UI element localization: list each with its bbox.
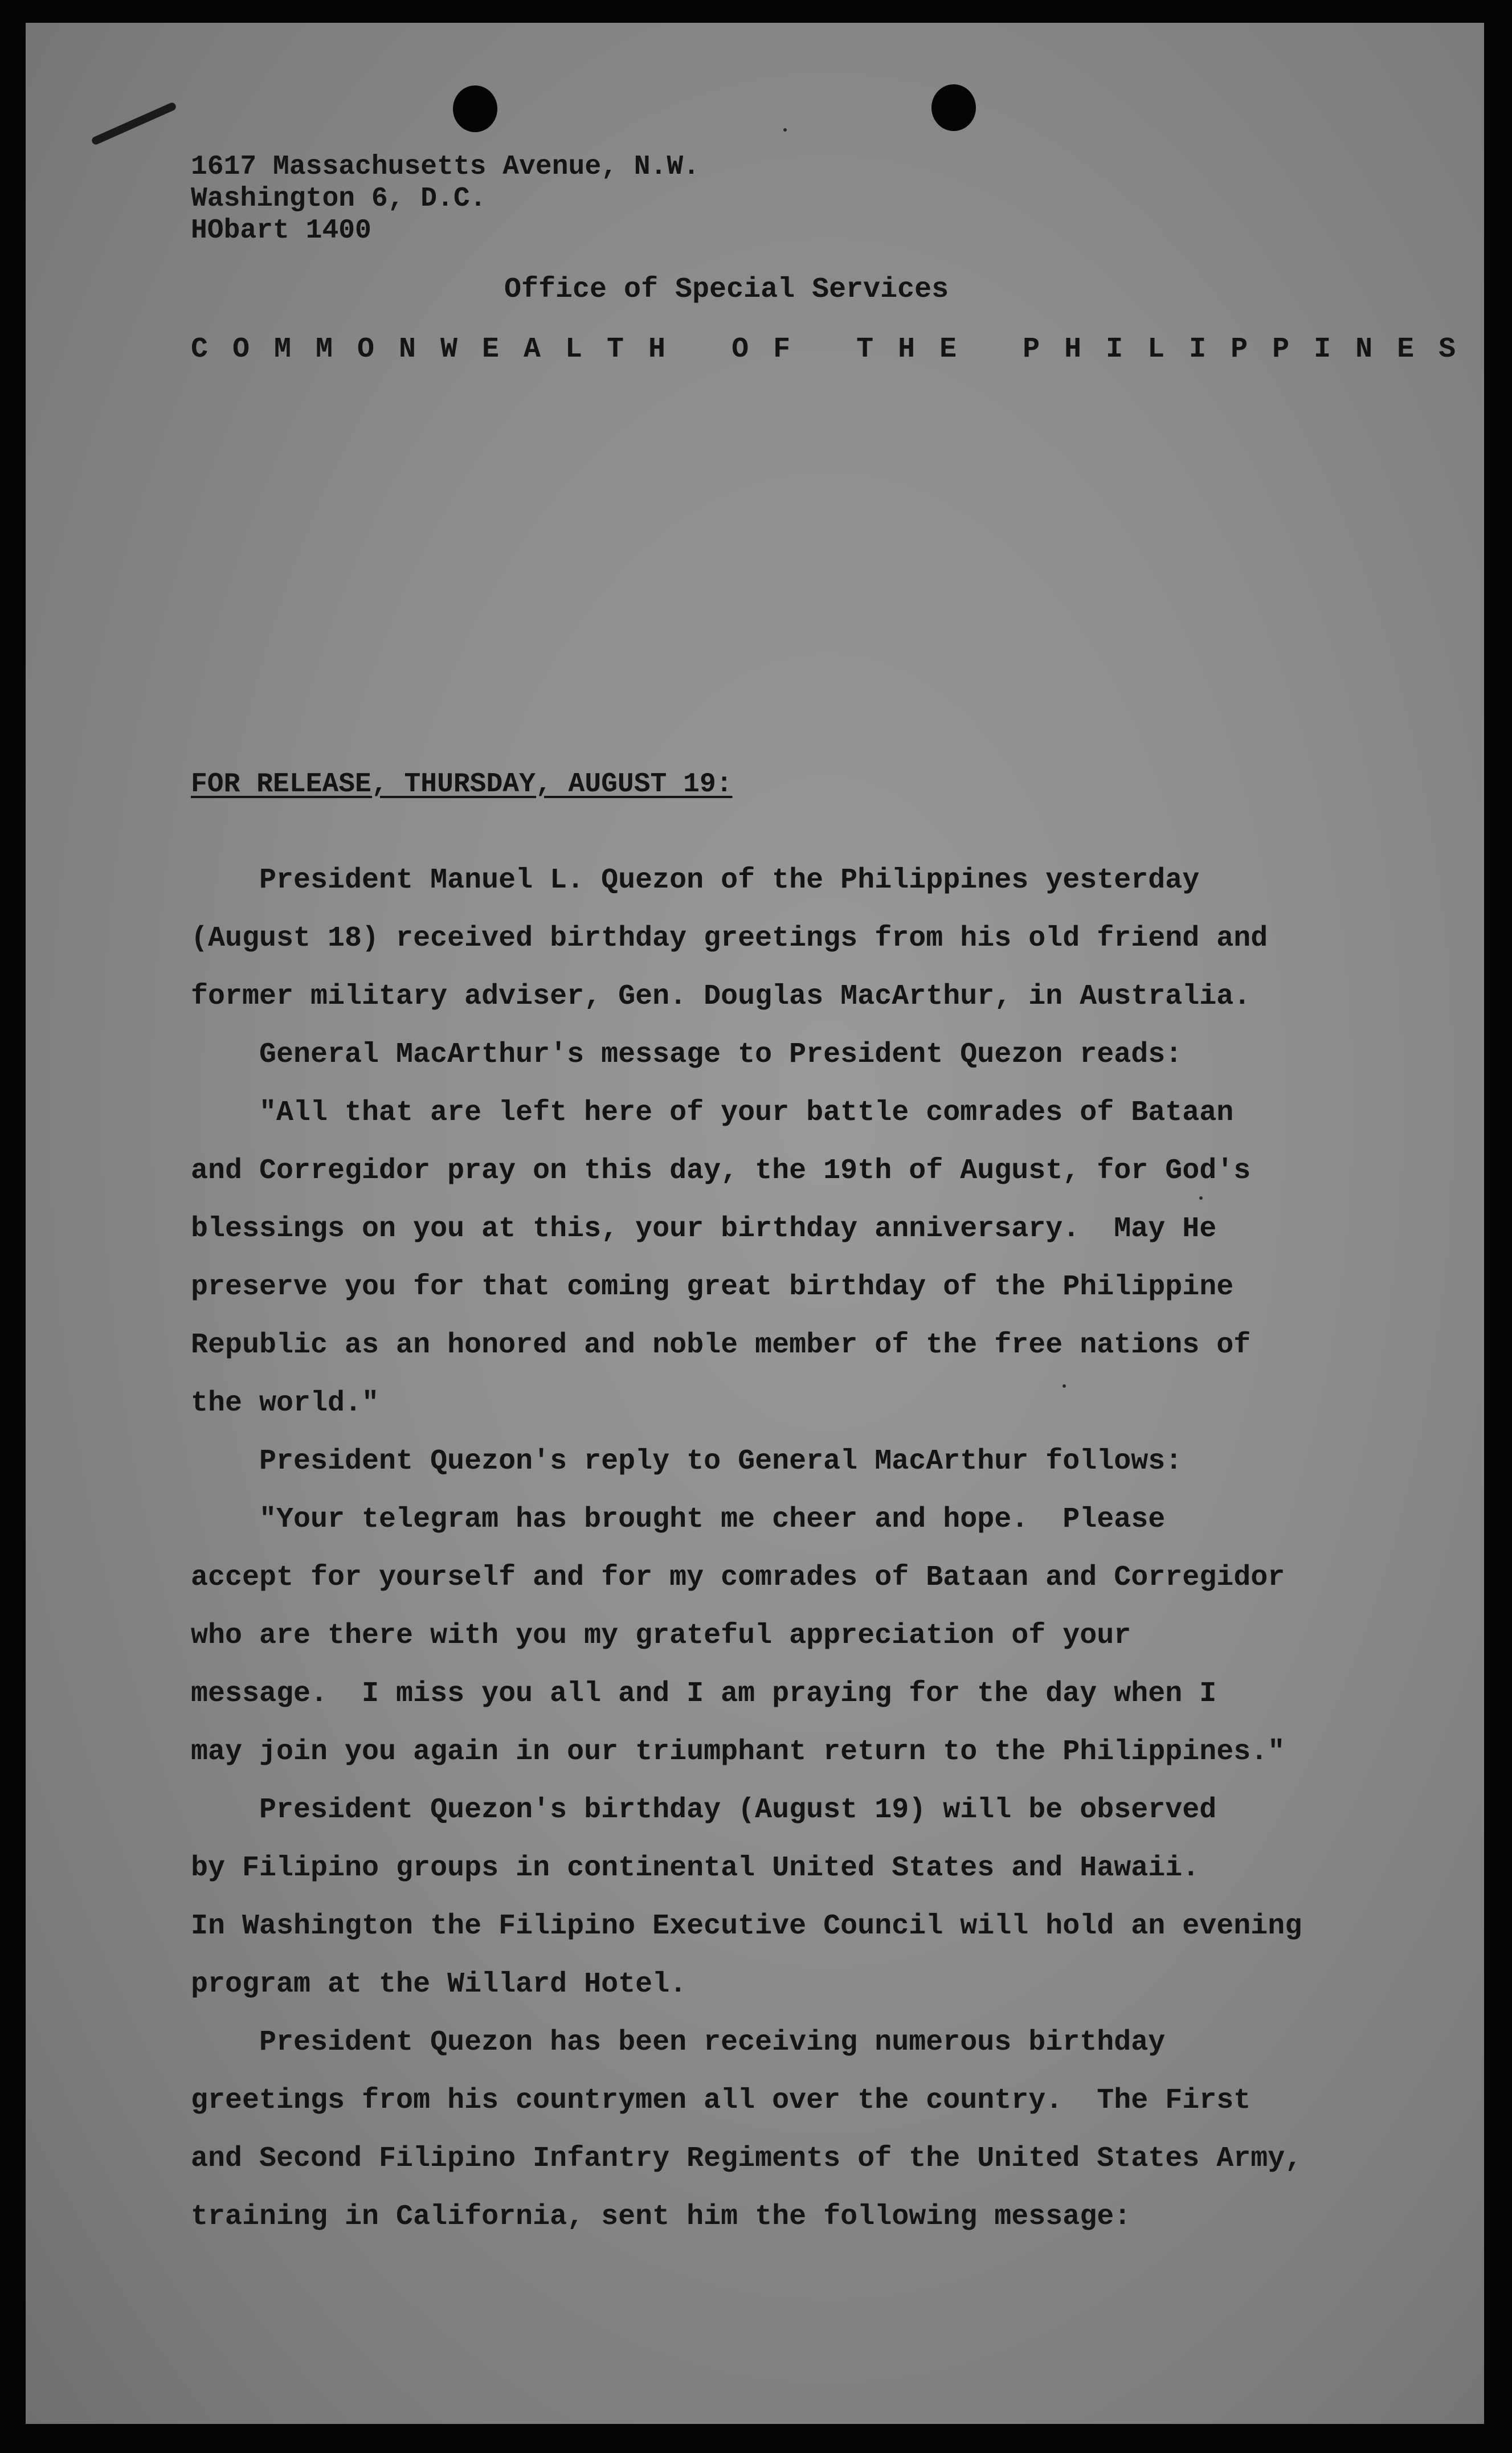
body-line: and Corregidor pray on this day, the 19th of August, for God's [191,1155,1251,1187]
body-line: training in California, sent him the following message: [191,2201,1131,2233]
body-line: President Quezon has been receiving numerous birthday [191,2026,1166,2059]
body-line: program at the Willard Hotel. [191,1968,687,2001]
document-page [26,23,1484,2424]
body-line: former military adviser, Gen. Douglas MacArthur, in Australia. [191,980,1251,1013]
body-line: President Quezon's birthday (August 19) will be observed [191,1794,1217,1826]
body-line: President Quezon's reply to General MacArthur follows: [191,1445,1183,1478]
punch-hole-left [453,85,497,132]
body-line: accept for yourself and for my comrades of Bataan and Corregidor [191,1561,1285,1594]
body-line: by Filipino groups in continental United States and Hawaii. [191,1852,1200,1884]
paper-speck [783,128,787,132]
body-line: General MacArthur's message to President Quezon reads: [191,1039,1183,1071]
body-line: In Washington the Filipino Executive Council will hold an evening [191,1910,1302,1943]
letterhead-address [191,151,700,247]
body-line: and Second Filipino Infantry Regiments of the United States Army, [191,2143,1302,2175]
address-line: HObart 1400 [191,215,371,246]
address-line: Washington 6, D.C. [191,183,487,214]
body-line: who are there with you my grateful appreciation of your [191,1620,1131,1652]
body-line: preserve you for that coming great birthday of the Philippine [191,1271,1234,1303]
press-release-body [191,852,1302,2246]
body-line: the world." [191,1387,379,1420]
address-line: 1617 Massachusetts Avenue, N.W. [191,152,700,182]
punch-hole-right [931,84,976,131]
release-heading: FOR RELEASE, THURSDAY, AUGUST 19: [191,769,733,800]
body-line: greetings from his countrymen all over the country. The First [191,2084,1251,2117]
pen-mark [91,101,177,146]
organization-title: COMMONWEALTH OF THE PHILIPPINES [191,333,1481,366]
body-line: President Manuel L. Quezon of the Philippines yesterday [191,864,1200,897]
body-line: (August 18) received birthday greetings from his old friend and [191,922,1268,955]
body-line: "Your telegram has brought me cheer and hope. Please [191,1503,1166,1536]
office-title: Office of Special Services [504,273,949,306]
body-line: "All that are left here of your battle comrades of Bataan [191,1097,1234,1129]
body-line: Republic as an honored and noble member of the free nations of [191,1329,1251,1362]
body-line: message. I miss you all and I am praying for the day when I [191,1678,1217,1710]
body-line: may join you again in our triumphant return to the Philippines." [191,1736,1285,1768]
body-line: blessings on you at this, your birthday anniversary. May He [191,1213,1217,1245]
